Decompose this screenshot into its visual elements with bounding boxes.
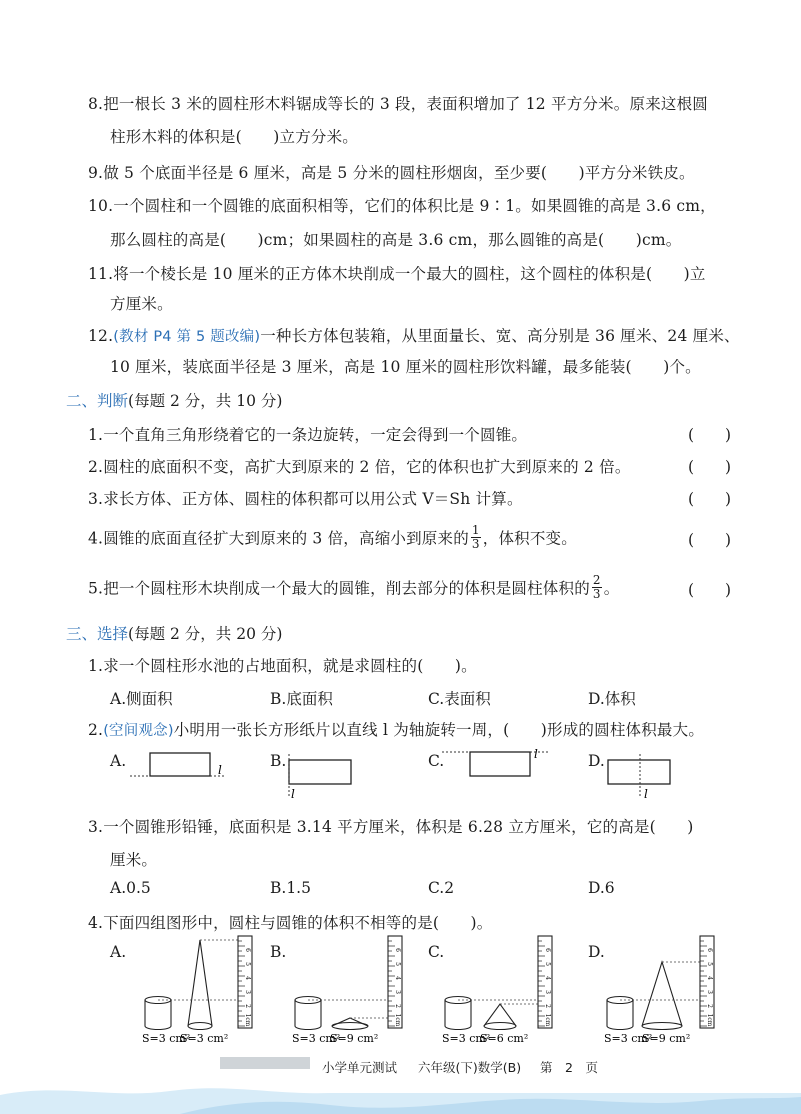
q10-line1: 10.一个圆柱和一个圆锥的底面积相等，它们的体积比是 9∶1。如果圆锥的高是 3.6 cm， [88, 197, 716, 215]
judge-heading: 二、判断 [66, 392, 129, 410]
figure-rect-b [285, 752, 375, 802]
ruler-mark: 5 [244, 962, 251, 966]
figure-rect-d [600, 752, 690, 802]
choice-q3-line2: 厘米。 [110, 851, 158, 869]
solid-figure [290, 930, 420, 1050]
ruler-mark: 1cm [706, 1013, 713, 1027]
footer-blurred-logo [220, 1057, 310, 1069]
solid-figure [140, 930, 270, 1050]
cylinder-base-area-label: S=3 cm² [142, 1032, 191, 1045]
choice-q2-option-a[interactable]: A. [110, 752, 127, 770]
choice-q1-option-d[interactable]: D.体积 [588, 690, 636, 708]
cylinder-bottom [445, 1026, 471, 1030]
ruler-mark: 2 [706, 1004, 713, 1008]
axis-label: l [291, 787, 295, 801]
q12-text: 一种长方体包装箱，从里面量长、宽、高分别是 36 厘米、24 厘米、 [260, 327, 740, 345]
ruler-mark: 6 [706, 948, 713, 952]
cylinder-bottom [607, 1026, 633, 1030]
cone-side [642, 962, 682, 1026]
paper-rectangle [608, 760, 670, 784]
choice-q2-text: 小明用一张长方形纸片以直线 l 为轴旋转一周，( )形成的圆柱体积最大。 [173, 721, 705, 739]
judge-section-heading [66, 389, 282, 411]
cylinder-bottom [145, 1026, 171, 1030]
fraction-numerator: 2 [592, 573, 601, 587]
q11-line1: 11.将一个棱长是 10 厘米的正方体木块削成一个最大的圆柱，这个圆柱的体积是( )立 [88, 265, 706, 283]
choice-q2-tag: (空间观念) [103, 723, 174, 739]
cone-side [188, 940, 212, 1026]
choice-q3-option-d[interactable]: D.6 [588, 879, 615, 897]
judge-q4-text-b: ，体积不变。 [482, 529, 577, 548]
cylinder-base-area-label: S=3 cm² [604, 1032, 653, 1045]
q10-line2: 那么圆柱的高是( )cm；如果圆柱的高是 3.6 cm，那么圆锥的高是( )cm。 [110, 231, 682, 249]
judge-q1-answer[interactable]: ( ) [688, 426, 732, 444]
ruler-mark: 2 [544, 1004, 551, 1008]
footer-grade: 六年级(下)数学(B) [418, 1060, 522, 1075]
cone-base [484, 1023, 516, 1030]
ruler-mark: 6 [394, 948, 401, 952]
ruler-mark: 6 [244, 948, 251, 952]
fraction-two-thirds [592, 574, 602, 601]
choice-note: (每题 2 分，共 20 分) [128, 625, 283, 643]
ruler-mark: 3 [244, 990, 251, 994]
ruler-mark: 1cm [544, 1013, 551, 1027]
q8-line2: 柱形木料的体积是( )立方分米。 [110, 128, 358, 146]
paper-rectangle [470, 752, 530, 776]
footer-decoration [0, 1055, 801, 1114]
choice-q4: 4.下面四组图形中，圆柱与圆锥的体积不相等的是( )。 [88, 914, 493, 932]
ruler-mark: 1cm [244, 1013, 251, 1027]
ruler-mark: 5 [706, 962, 713, 966]
cylinder-base-area-label: S=3 cm² [442, 1032, 491, 1045]
choice-heading: 三、选择 [66, 625, 129, 643]
q12-source-tag: (教材 P4 第 5 题改编) [113, 329, 261, 345]
axis-label: l [644, 787, 648, 801]
cone-base [642, 1023, 682, 1030]
choice-q4-option-d[interactable]: D. [588, 943, 605, 961]
judge-q3: 3.求长方体、正方体、圆柱的体积都可以用公式 V＝Sh 计算。 [88, 490, 523, 508]
q8-line1: 8.把一根长 3 米的圆柱形木料锯成等长的 3 段，表面积增加了 12 平方分米。原来这根圆 [88, 95, 708, 113]
judge-q5-text-b: 。 [603, 579, 620, 598]
judge-q1: 1.一个直角三角形绕着它的一条边旋转，一定会得到一个圆锥。 [88, 426, 528, 444]
ruler-mark: 4 [706, 976, 713, 980]
q9: 9.做 5 个底面半径是 6 厘米，高是 5 分米的圆柱形烟囱，至少要( )平方分米铁皮。 [88, 164, 695, 182]
fraction-one-third [471, 524, 481, 551]
cone-base [332, 1023, 368, 1030]
solid-figure [602, 930, 732, 1050]
choice-q2-number: 2. [88, 721, 104, 739]
figure-rect-a [120, 748, 240, 798]
figure-rect-c [440, 748, 560, 788]
q12-number: 12. [88, 327, 114, 345]
judge-q4-text-a: 4.圆锥的底面直径扩大到原来的 3 倍，高缩小到原来的 [88, 529, 469, 548]
cylinder-bottom [295, 1026, 321, 1030]
choice-q2-option-d[interactable]: D. [588, 752, 605, 770]
ruler-mark: 3 [544, 990, 551, 994]
choice-q3-option-a[interactable]: A.0.5 [110, 879, 151, 897]
choice-q1-option-a[interactable]: A.侧面积 [110, 690, 173, 708]
choice-q3-option-b[interactable]: B.1.5 [270, 879, 311, 897]
cone-base-area-label: S=6 cm² [480, 1032, 529, 1045]
ruler-mark: 2 [394, 1004, 401, 1008]
footer-title: 小学单元测试 [322, 1060, 398, 1075]
ruler-mark: 4 [244, 976, 251, 980]
choice-q2-option-b[interactable]: B. [270, 752, 287, 770]
choice-q3-line1: 3.一个圆锥形铅锤，底面积是 3.14 平方厘米，体积是 6.28 立方厘米，它的高是( ) [88, 818, 694, 836]
choice-q1-option-b[interactable]: B.底面积 [270, 690, 333, 708]
choice-q2-option-c[interactable]: C. [428, 752, 445, 770]
footer-page: 第 2 页 [540, 1060, 598, 1075]
choice-q4-option-c[interactable]: C. [428, 943, 445, 961]
judge-q3-answer[interactable]: ( ) [688, 490, 732, 508]
cone-base-area-label: S=9 cm² [642, 1032, 691, 1045]
ruler-mark: 4 [394, 976, 401, 980]
choice-q1-option-c[interactable]: C.表面积 [428, 690, 491, 708]
axis-label: l [534, 748, 538, 761]
q11-line2: 方厘米。 [110, 295, 173, 313]
q12-line2: 10 厘米，装底面半径是 3 厘米，高是 10 厘米的圆柱形饮料罐，最多能装( )个。 [110, 358, 701, 376]
ruler-mark: 2 [244, 1004, 251, 1008]
judge-q4 [88, 523, 577, 553]
cone-base [188, 1023, 212, 1030]
fraction-denominator: 3 [592, 587, 601, 601]
ruler-mark: 4 [544, 976, 551, 980]
ruler-mark: 3 [394, 990, 401, 994]
choice-q4-option-a[interactable]: A. [110, 943, 127, 961]
ruler-mark: 1cm [394, 1013, 401, 1027]
axis-label: l [218, 763, 222, 777]
ruler-mark: 5 [394, 962, 401, 966]
q12-line1 [88, 324, 740, 346]
choice-q4-option-b[interactable]: B. [270, 943, 287, 961]
choice-section-heading [66, 622, 282, 644]
ruler-mark: 6 [544, 948, 551, 952]
ruler-mark: 3 [706, 990, 713, 994]
fraction-numerator: 1 [471, 523, 480, 537]
judge-q5-text-a: 5.把一个圆柱形木块削成一个最大的圆锥，削去部分的体积是圆柱体积的 [88, 579, 590, 598]
judge-q2: 2.圆柱的底面积不变，高扩大到原来的 2 倍，它的体积也扩大到原来的 2 倍。 [88, 458, 631, 476]
judge-q5-answer[interactable]: ( ) [688, 581, 732, 599]
judge-q5 [88, 573, 620, 603]
cone-base-area-label: S=3 cm² [180, 1032, 229, 1045]
choice-q1: 1.求一个圆柱形水池的占地面积，就是求圆柱的( )。 [88, 657, 477, 675]
choice-q3-option-c[interactable]: C.2 [428, 879, 455, 897]
solid-figure [440, 930, 570, 1050]
choice-q2 [88, 718, 704, 740]
judge-note: (每题 2 分，共 10 分) [128, 392, 283, 410]
fraction-denominator: 3 [471, 537, 480, 551]
paper-rectangle [150, 753, 210, 776]
ruler-mark: 5 [544, 962, 551, 966]
judge-q4-answer[interactable]: ( ) [688, 531, 732, 549]
judge-q2-answer[interactable]: ( ) [688, 458, 732, 476]
paper-rectangle [289, 760, 351, 784]
cone-base-area-label: S=9 cm² [330, 1032, 379, 1045]
cylinder-base-area-label: S=3 cm² [292, 1032, 341, 1045]
